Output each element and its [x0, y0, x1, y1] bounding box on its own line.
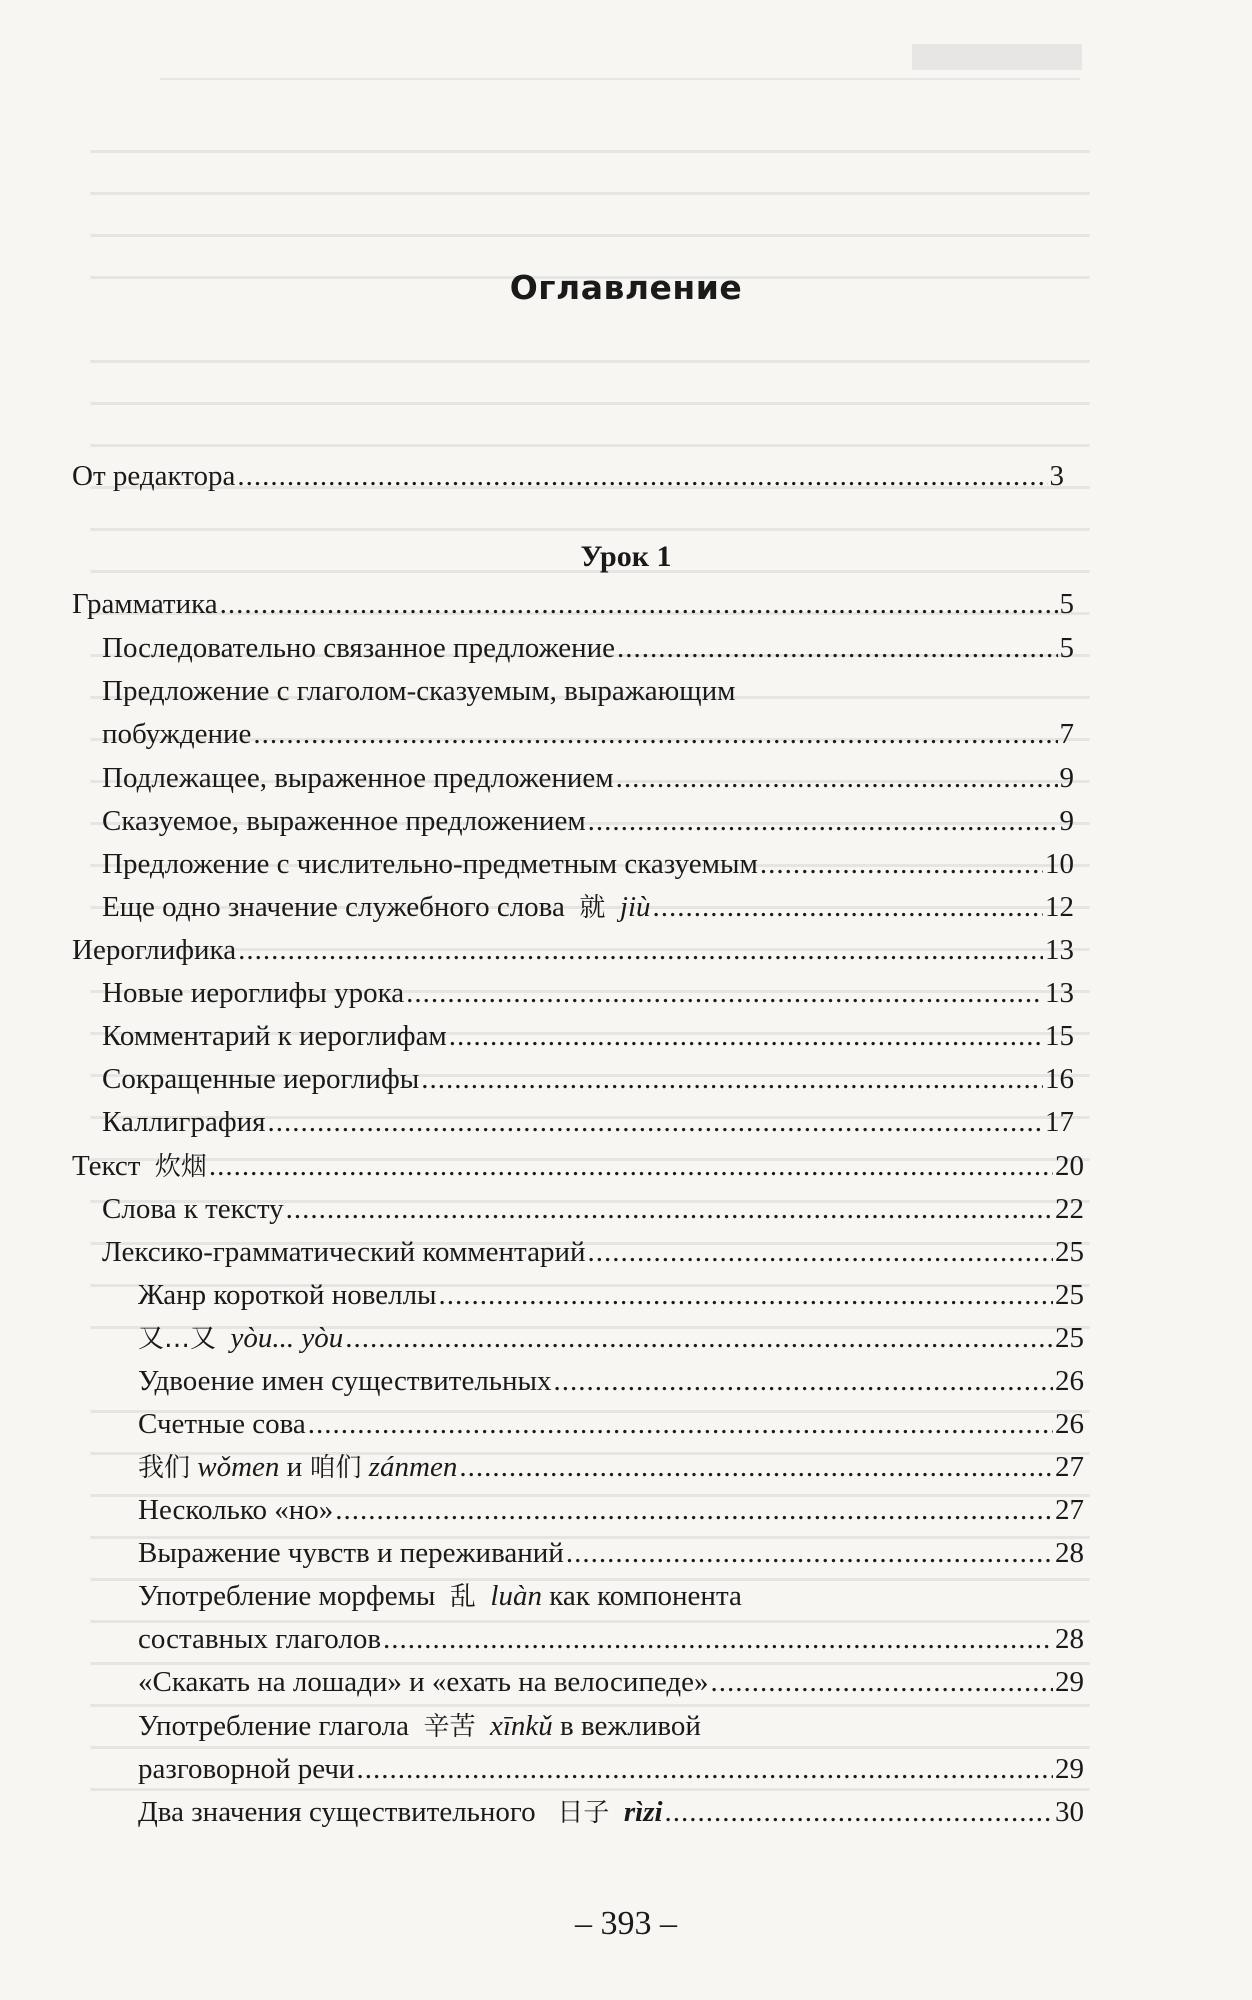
toc-entry-label: Подлежащее, выраженное предложением: [102, 762, 614, 794]
toc-entry[interactable]: [138, 1449, 1084, 1486]
toc-entry-label: Жанр короткой новеллы: [138, 1279, 437, 1311]
toc-entry[interactable]: [102, 889, 1074, 926]
toc-entry-page: 22: [1055, 1193, 1084, 1225]
lesson-heading: Урок 1: [580, 540, 672, 573]
pinyin-text: xīnkǔ: [489, 1710, 553, 1742]
pinyin-text: jiù: [619, 891, 651, 923]
dot-leader: [665, 1794, 1053, 1830]
toc-entry-page: 29: [1055, 1666, 1084, 1698]
toc-entry[interactable]: [138, 1492, 1084, 1528]
hanzi-text: 就: [579, 893, 606, 923]
toc-entry[interactable]: [138, 1363, 1084, 1399]
toc-entry[interactable]: [102, 1104, 1074, 1140]
toc-entry-page: 10: [1045, 848, 1074, 880]
toc-entry[interactable]: [102, 1061, 1074, 1097]
toc-entry[interactable]: [102, 760, 1074, 796]
dot-leader: [237, 458, 1047, 494]
toc-entry-label: Комментарий к иероглифам: [102, 1020, 447, 1052]
toc-entry[interactable]: [102, 975, 1074, 1011]
entry-text: Два значения существительного: [138, 1796, 536, 1828]
entry-text: и: [286, 1451, 303, 1483]
toc-entry[interactable]: [138, 1751, 1084, 1787]
toc-entry-page: 28: [1055, 1537, 1084, 1569]
toc-entry-label: Удвоение имен существительных: [138, 1365, 552, 1397]
toc-entry-label: От редактора: [72, 460, 236, 492]
dot-leader: [421, 1061, 1043, 1097]
toc-entry[interactable]: [138, 1535, 1084, 1571]
dot-leader: [335, 1492, 1053, 1528]
toc-entry-from-editor[interactable]: [72, 458, 1064, 494]
entry-text: Еще одно значение служебного слова: [102, 891, 565, 923]
dot-leader: [253, 716, 1057, 752]
toc-entry-label: Счетные сова: [138, 1408, 306, 1440]
dot-leader: [587, 1234, 1053, 1270]
dot-leader: [449, 1018, 1043, 1054]
toc-entry-label[interactable]: [138, 1708, 701, 1745]
entry-text: Текст: [72, 1150, 141, 1182]
toc-entry-label: Выражение чувств и переживаний: [138, 1537, 564, 1569]
toc-entry-page: 13: [1045, 977, 1074, 1009]
toc-entry-page: 12: [1045, 891, 1074, 923]
dot-leader: [459, 1449, 1053, 1485]
dot-leader: [566, 1535, 1053, 1571]
toc-entry[interactable]: [138, 1664, 1084, 1700]
toc-entry-label: Новые иероглифы урока: [102, 977, 405, 1009]
toc-entry-page: 9: [1059, 805, 1074, 837]
dot-leader: [711, 1664, 1053, 1700]
dot-leader: [653, 889, 1043, 925]
toc-entry-page: 30: [1055, 1796, 1084, 1828]
toc-entry-label-cont: разговорной речи: [138, 1753, 355, 1785]
dot-leader: [588, 803, 1058, 839]
toc-entry-page: 28: [1055, 1623, 1084, 1655]
toc-entry-page: 17: [1045, 1106, 1074, 1138]
entry-text: в вежливой: [560, 1710, 701, 1742]
toc-entry[interactable]: [138, 1277, 1084, 1313]
dot-leader: [357, 1751, 1053, 1787]
toc-entry-page: 5: [1059, 588, 1074, 620]
dot-leader: [760, 846, 1043, 882]
dot-leader: [286, 1191, 1053, 1227]
toc-entry-grammar[interactable]: [72, 586, 1074, 622]
entry-text: Употребление глагола: [138, 1710, 409, 1742]
toc-entry-label: [138, 1794, 663, 1831]
toc-entry-page: 9: [1059, 762, 1074, 794]
pinyin-text: wǒmen: [197, 1451, 280, 1483]
pinyin-text: zánmen: [368, 1451, 458, 1483]
toc-entry-label: Сокращенные иероглифы: [102, 1063, 420, 1095]
dot-leader: [406, 975, 1043, 1011]
toc-entry[interactable]: [102, 630, 1074, 666]
pinyin-text: rìzi: [623, 1796, 663, 1828]
toc-entry-page: 26: [1055, 1365, 1084, 1397]
toc-entry-page: 20: [1055, 1150, 1084, 1182]
toc-entry-label: «Скакать на лошади» и «ехать на велосипеде»: [138, 1666, 709, 1698]
toc-entry-page: 25: [1055, 1279, 1084, 1311]
toc-entry-label: Лексико-грамматический комментарий: [102, 1236, 586, 1268]
toc-entry-page: 5: [1059, 632, 1074, 664]
toc-entry-page: 25: [1055, 1236, 1084, 1268]
toc-entry-label: [138, 1320, 343, 1357]
page-number: – 393 –: [575, 1905, 677, 1942]
toc-entry-label: Предложение с числительно-предметным сказуемым: [102, 848, 758, 880]
hanzi-text: 咱们: [309, 1453, 362, 1483]
toc-entry[interactable]: [102, 1018, 1074, 1054]
toc-entry-label: [72, 1148, 207, 1185]
toc-entry-label[interactable]: [138, 1578, 742, 1615]
entry-text: как компонента: [549, 1580, 742, 1612]
toc-entry-label: Слова к тексту: [102, 1193, 284, 1225]
toc-entry-label: Последовательно связанное предложение: [102, 632, 616, 664]
toc-entry[interactable]: [102, 1234, 1084, 1270]
toc-entry-page: 27: [1055, 1494, 1084, 1526]
toc-entry[interactable]: [138, 1794, 1084, 1831]
toc-entry-label-cont: побуждение: [102, 718, 252, 750]
dot-leader: [617, 630, 1057, 666]
hanzi-text: 炊烟: [154, 1152, 207, 1182]
page-title: Оглавление: [509, 268, 743, 307]
hanzi-text: 又…又: [138, 1324, 217, 1354]
toc-entry-page: 15: [1045, 1020, 1074, 1052]
toc-entry[interactable]: [138, 1320, 1084, 1357]
toc-entry-label: Сказуемое, выраженное предложением: [102, 805, 586, 837]
dot-leader: [616, 760, 1058, 796]
dot-leader: [383, 1621, 1053, 1657]
dot-leader: [554, 1363, 1053, 1399]
toc-entry-page: 25: [1055, 1322, 1084, 1354]
toc-entry-label[interactable]: Предложение с глаголом-сказуемым, выражающим: [102, 675, 736, 707]
toc-entry[interactable]: [102, 803, 1074, 839]
toc-entry[interactable]: [102, 716, 1074, 752]
toc-entry-page: 13: [1045, 934, 1074, 966]
dot-leader: [267, 1104, 1043, 1140]
toc-entry-hieroglyphics[interactable]: [72, 932, 1074, 968]
dot-leader: [209, 1148, 1053, 1184]
toc-entry-label: Грамматика: [72, 588, 218, 620]
toc-entry-label: Каллиграфия: [102, 1106, 266, 1138]
dot-leader: [345, 1320, 1053, 1356]
toc-entry[interactable]: [138, 1621, 1084, 1657]
entry-text: Употребление морфемы: [138, 1580, 436, 1612]
toc-entry-label: Иероглифика: [72, 934, 237, 966]
pinyin-text: luàn: [490, 1580, 542, 1612]
toc-entry-page: 29: [1055, 1753, 1084, 1785]
hanzi-text: 我们: [138, 1453, 191, 1483]
toc-entry-label: Несколько «но»: [138, 1494, 334, 1526]
hanzi-text: 日子: [557, 1798, 610, 1828]
toc-entry-page: 3: [1049, 460, 1064, 492]
hanzi-text: 乱: [449, 1582, 476, 1612]
toc-entry[interactable]: [138, 1406, 1084, 1442]
toc-entry-page: 26: [1055, 1408, 1084, 1440]
toc-entry-text[interactable]: [72, 1148, 1084, 1185]
toc-entry-label: [138, 1449, 457, 1486]
pinyin-text: yòu... yòu: [230, 1322, 344, 1354]
toc-entry[interactable]: [102, 1191, 1084, 1227]
toc-entry-page: 7: [1059, 718, 1074, 750]
toc-entry[interactable]: [102, 846, 1074, 882]
dot-leader: [439, 1277, 1053, 1313]
toc-entry-page: 27: [1055, 1451, 1084, 1483]
toc-entry-label-cont: составных глаголов: [138, 1623, 382, 1655]
dot-leader: [238, 932, 1043, 968]
hanzi-text: 辛苦: [423, 1712, 476, 1742]
dot-leader: [308, 1406, 1053, 1442]
toc-entry-page: 16: [1045, 1063, 1074, 1095]
toc-entry-label: [102, 889, 651, 926]
dot-leader: [220, 586, 1058, 622]
